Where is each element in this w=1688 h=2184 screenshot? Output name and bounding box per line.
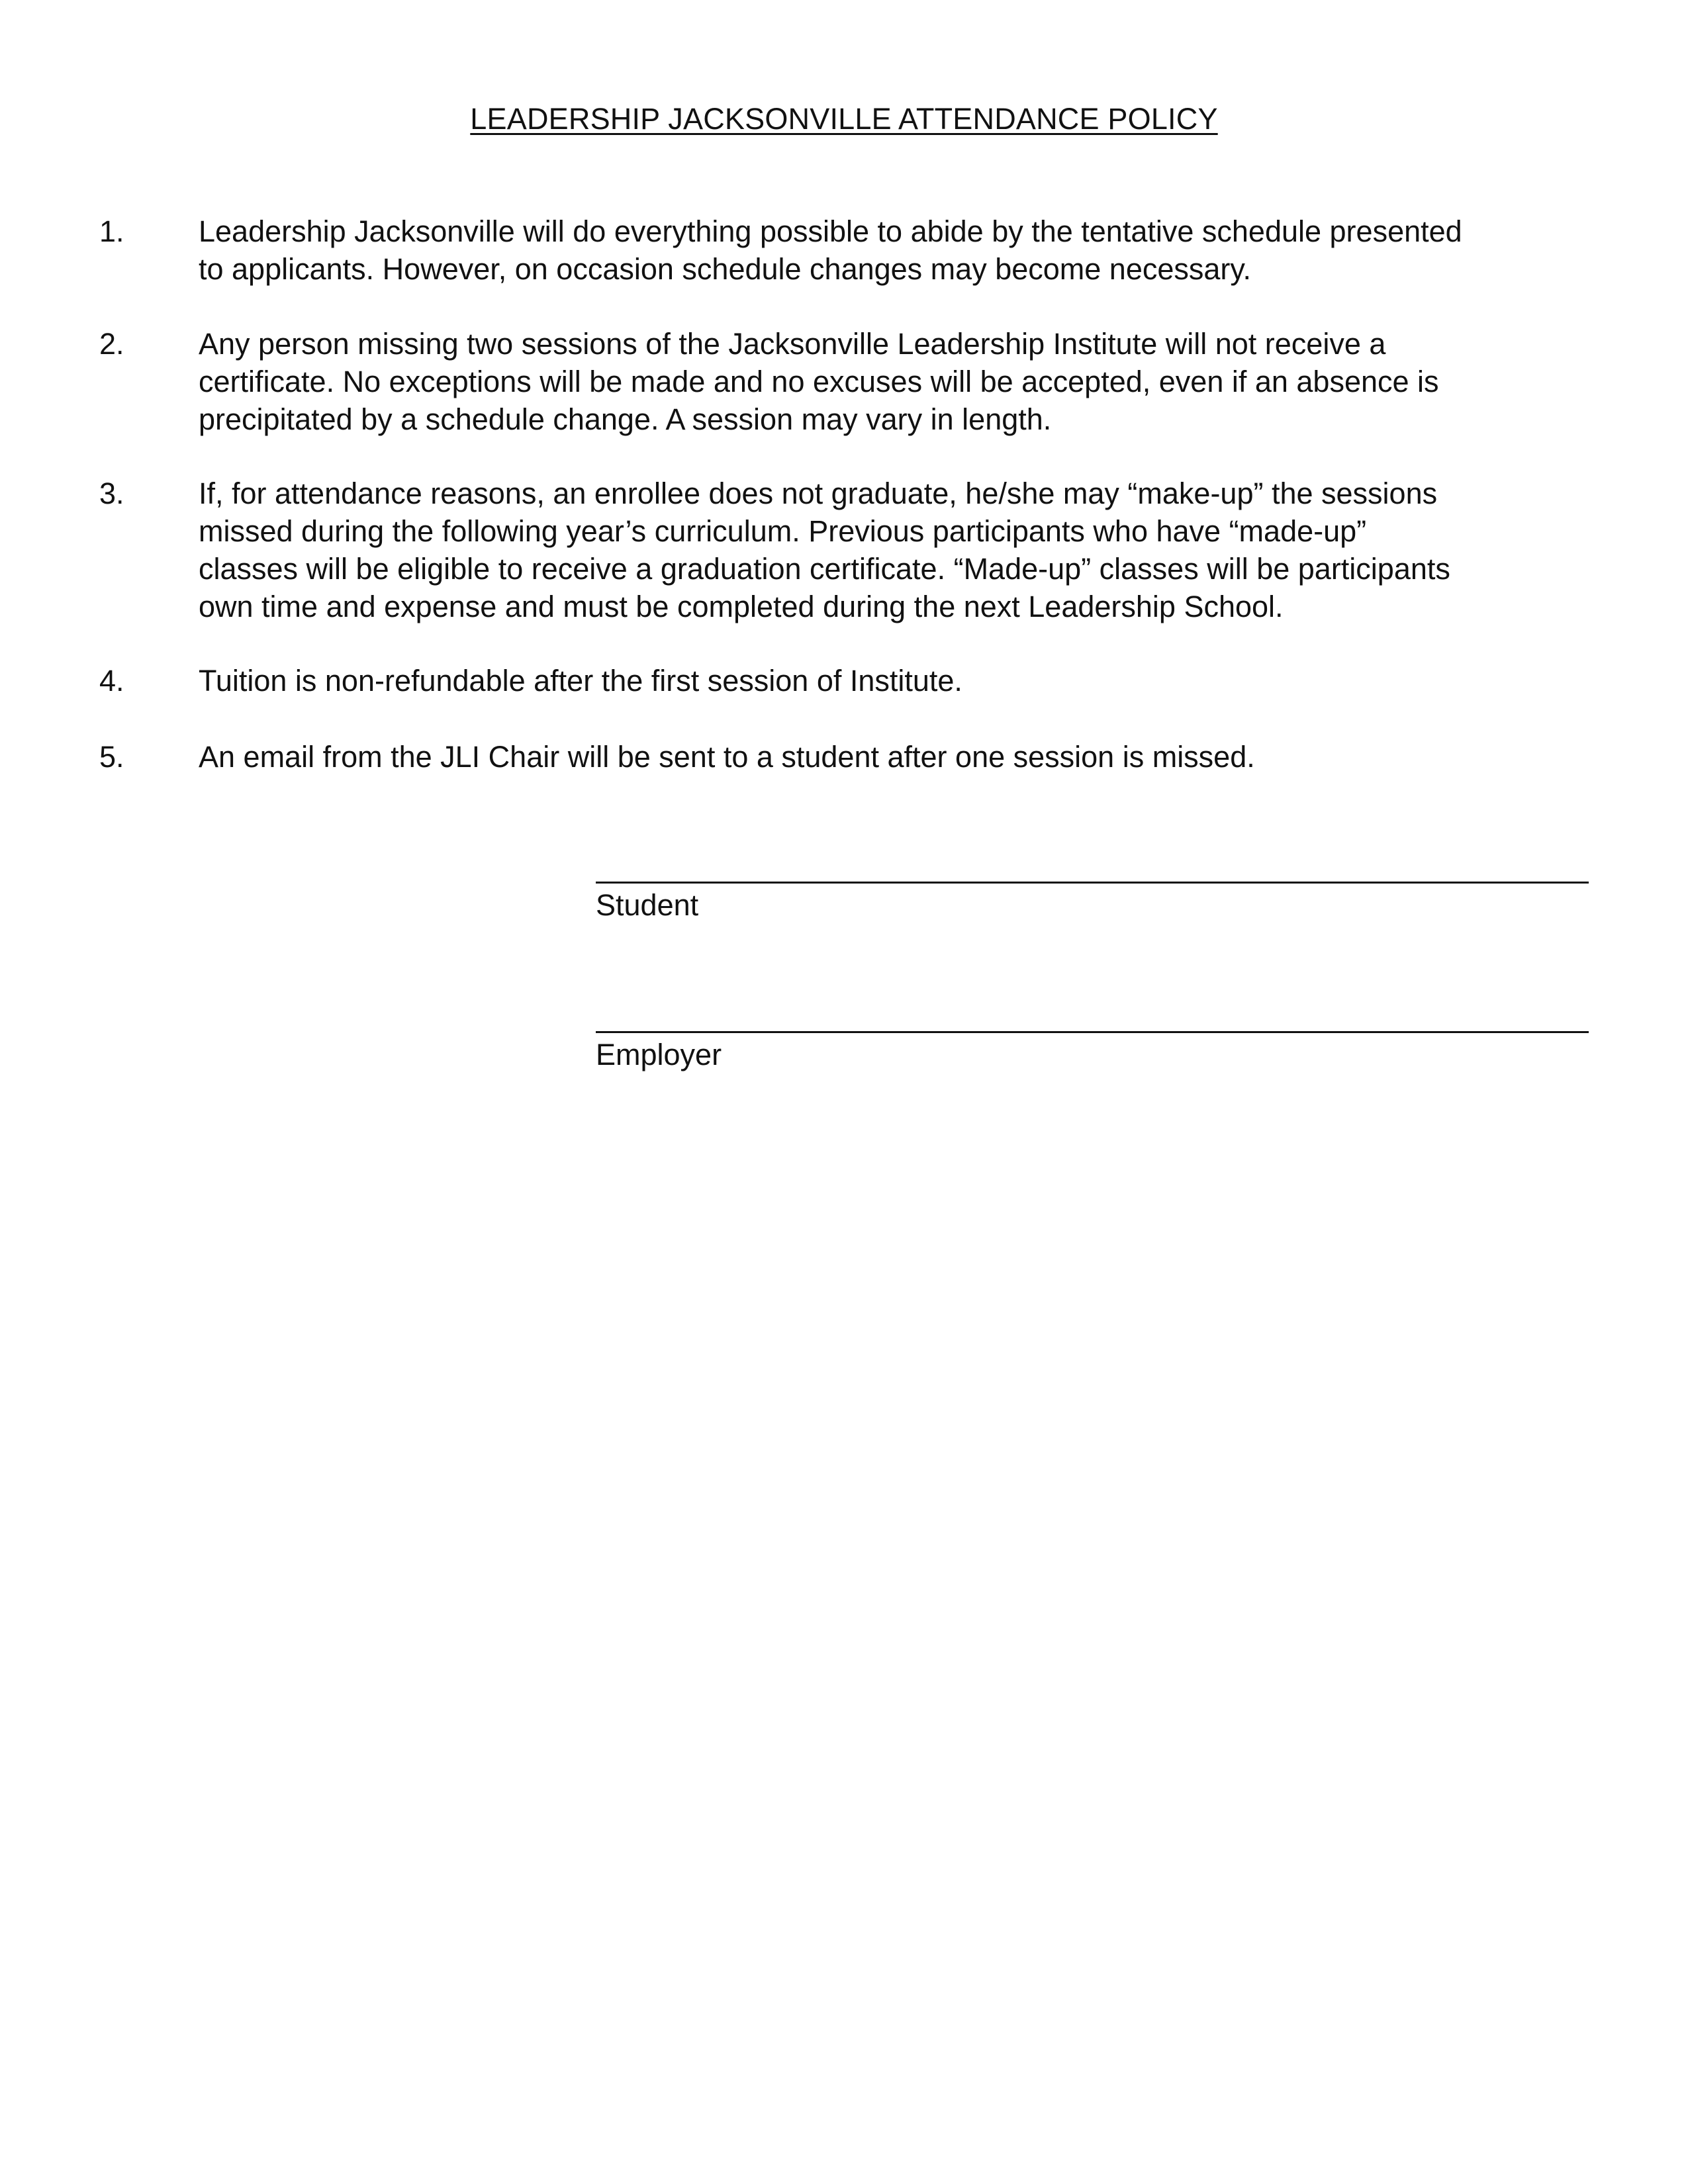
student-signature-line[interactable] (596, 882, 1589, 884)
employer-signature-label: Employer (596, 1038, 722, 1071)
policy-item-number: 1. (99, 214, 124, 248)
policy-item-number: 4. (99, 664, 124, 698)
policy-item-text: Any person missing two sessions of the Jacksonville Leadership Institute will not receive a certificate. No exceptions will be made and no excuses will be accepted, even if an absence is precipitated by a schedule change. A session may vary in length. (199, 327, 1439, 436)
policy-item-text: An email from the JLI Chair will be sent to a student after one session is missed. (199, 740, 1255, 774)
policy-item-text: If, for attendance reasons, an enrollee does not graduate, he/she may “make-up” the sessions missed during the following year’s curriculum. Previous participants who have “made-up” classes will be eligible to receive a graduation certificate. “Made-up” classes will be participants own time and expense and must be completed during the next Leadership School. (199, 477, 1450, 623)
policy-item-number: 2. (99, 327, 124, 361)
policy-item-number: 5. (99, 740, 124, 774)
policy-item-text: Leadership Jacksonville will do everything possible to abide by the tentative schedule presented to applicants. However, on occasion schedule changes may become necessary. (199, 214, 1462, 286)
student-signature-label: Student (596, 888, 699, 922)
policy-item-number: 3. (99, 477, 124, 510)
policy-item-text: Tuition is non-refundable after the first session of Institute. (199, 664, 962, 698)
document-title: LEADERSHIP JACKSONVILLE ATTENDANCE POLICY (470, 102, 1218, 136)
employer-signature-line[interactable] (596, 1031, 1589, 1033)
